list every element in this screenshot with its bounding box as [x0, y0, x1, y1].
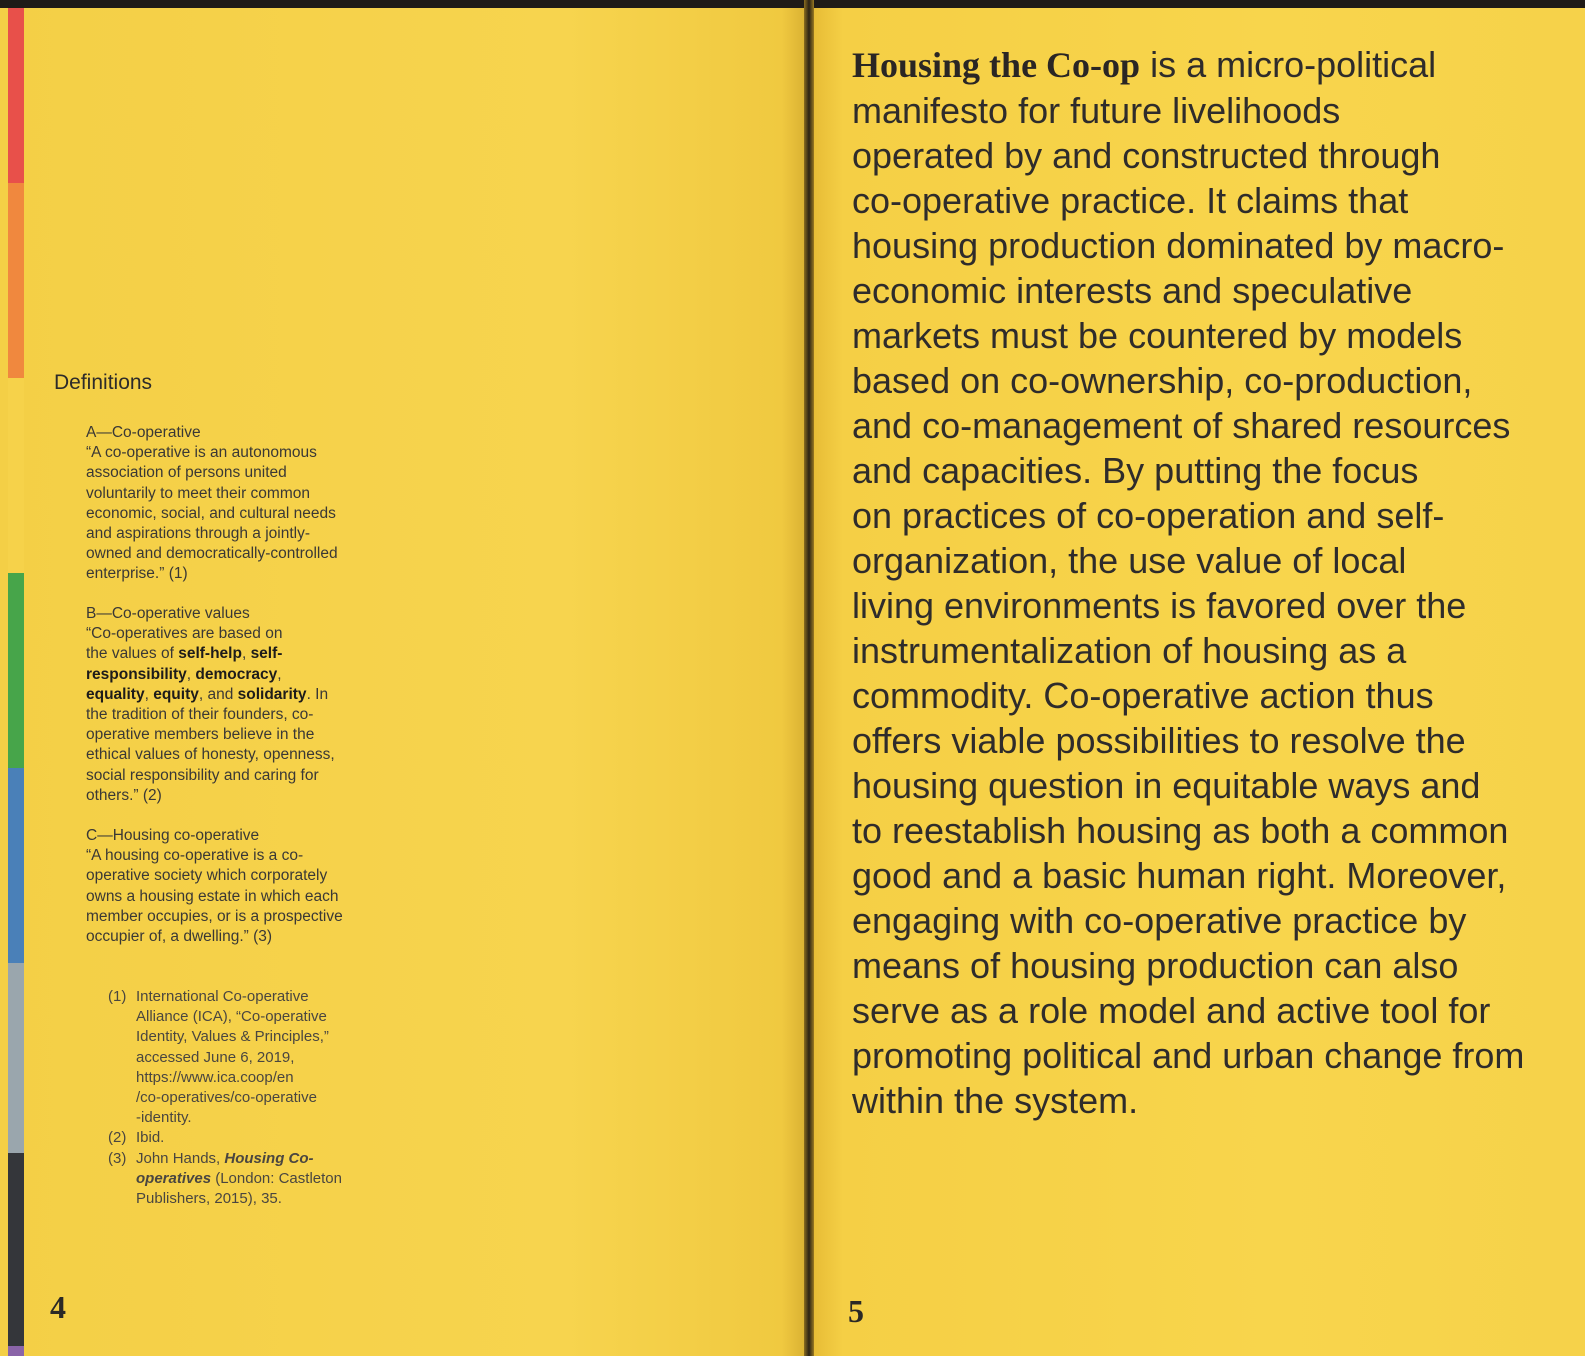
definition-line: others.” (2) [86, 786, 162, 804]
text-run: , [144, 685, 154, 703]
footnote-number: (1) [108, 988, 127, 1005]
definition-line: the tradition of their founders, co- [86, 706, 314, 724]
manifesto-line: instrumentalization of housing as a [852, 630, 1407, 671]
manifesto-line: on practices of co-operation and self- [852, 495, 1445, 536]
definition-line [86, 644, 406, 664]
text-run: John Hands, [136, 1149, 225, 1167]
definition-line: member occupies, or is a prospective [86, 907, 343, 925]
manifesto-line: economic interests and speculative [852, 270, 1413, 311]
footnote-line: /co-operatives/co-operative [136, 1089, 317, 1107]
page-number-left: 4 [50, 1289, 66, 1325]
definition-c [86, 826, 406, 947]
definition-line [86, 665, 406, 685]
footnote-2 [108, 1128, 398, 1148]
definition-line: owns a housing estate in which each [86, 887, 339, 905]
manifesto-line: based on co-ownership, co-production, [852, 360, 1473, 401]
manifesto-line: co-operative practice. It claims that [852, 180, 1409, 221]
manifesto-line: organization, the use value of local [852, 540, 1407, 581]
text-run: . In [306, 685, 329, 703]
manifesto-title: Housing the Co-op [852, 45, 1141, 85]
value-term: equity [153, 685, 199, 703]
manifesto-line: good and a basic human right. Moreover, [852, 855, 1507, 896]
footnote-1 [108, 987, 398, 1128]
footnote-line: -identity. [136, 1109, 192, 1127]
rainbow-edge-stripe [8, 8, 24, 1356]
footnote-number: (2) [108, 1129, 127, 1147]
footnote-line: https://www.ica.coop/en [136, 1068, 294, 1086]
book-title: Housing Co- [224, 1149, 314, 1167]
definition-line: A—Co-operative [86, 424, 201, 441]
footnote-line [136, 1169, 398, 1189]
footnote-text: Ibid. [136, 1129, 165, 1147]
manifesto-line: means of housing production can also [852, 945, 1459, 986]
footnote-line [136, 1149, 398, 1169]
manifesto-line: housing production dominated by macro- [852, 225, 1505, 266]
footnote-text [136, 1149, 398, 1210]
value-term: self-help [178, 645, 242, 663]
manifesto-line: commodity. Co-operative action thus [852, 675, 1434, 716]
manifesto-line: housing question in equitable ways and [852, 765, 1481, 806]
definition-line: occupier of, a dwelling.” (3) [86, 928, 273, 946]
definition-line: social responsibility and caring for [86, 766, 319, 784]
book-title: operatives [136, 1169, 212, 1187]
stripe-grey [8, 963, 24, 1153]
manifesto-line: offers viable possibilities to resolve the [852, 720, 1466, 761]
stripe-red [8, 8, 24, 183]
stripe-purple [8, 1346, 24, 1356]
value-term: equality [86, 685, 145, 703]
footnote-line: Alliance (ICA), “Co-operative [136, 1008, 327, 1026]
manifesto-line [852, 42, 1572, 88]
definition-line: “A co-operative is an autonomous [86, 444, 317, 462]
definition-b [86, 604, 406, 806]
definition-line: C—Housing co-operative [86, 827, 260, 844]
manifesto-line: markets must be countered by models [852, 315, 1463, 356]
footnote-line: Identity, Values & Principles,” [136, 1028, 329, 1046]
value-term: responsibility [86, 665, 187, 683]
manifesto-line: engaging with co-operative practice by [852, 900, 1467, 941]
definition-line: “A housing co-operative is a co- [86, 847, 304, 865]
text-run: , [186, 665, 196, 683]
definition-line: B—Co-operative values [86, 605, 250, 622]
footnote-line: International Co-operative [136, 988, 309, 1005]
definition-line: association of persons united [86, 464, 287, 482]
definition-line: owned and democratically-controlled [86, 545, 338, 563]
definition-a [86, 423, 406, 585]
text-run: , [241, 645, 251, 663]
stripe-yellow [8, 378, 24, 573]
stripe-dark [8, 1153, 24, 1346]
definition-line: ethical values of honesty, openness, [86, 746, 335, 764]
text-run: the values of [86, 645, 179, 663]
definition-line [86, 685, 406, 705]
footnote-number: (3) [108, 1149, 127, 1167]
manifesto-line: operated by and constructed through [852, 135, 1441, 176]
definition-line: enterprise.” (1) [86, 565, 188, 583]
definition-line: operative society which corporately [86, 867, 328, 885]
definition-line: voluntarily to meet their common [86, 484, 310, 502]
value-term: democracy [195, 665, 278, 683]
text-run: , [277, 665, 282, 683]
page-number-right: 5 [848, 1293, 864, 1329]
stripe-blue [8, 768, 24, 963]
text-run: is a micro-political [1140, 44, 1437, 85]
footnote-line: accessed June 6, 2019, [136, 1048, 295, 1066]
definition-line: operative members believe in the [86, 726, 315, 744]
manifesto-line: within the system. [852, 1080, 1139, 1121]
definitions-heading: Definitions [54, 371, 153, 394]
footnote-3 [108, 1149, 398, 1210]
manifesto-line: manifesto for future livelihoods [852, 90, 1341, 131]
value-term: self- [250, 645, 283, 663]
text-run: , and [198, 685, 238, 703]
footnote-line: Publishers, 2015), 35. [136, 1190, 282, 1208]
manifesto-line: serve as a role model and active tool for [852, 990, 1491, 1031]
book-gutter [804, 0, 814, 1356]
value-term: solidarity [237, 685, 307, 703]
footnote-text [136, 987, 398, 1128]
manifesto-line: and co-management of shared resources [852, 405, 1511, 446]
definition-line: and aspirations through a jointly- [86, 525, 311, 543]
manifesto-line: and capacities. By putting the focus [852, 450, 1419, 491]
manifesto-line: to reestablish housing as both a common [852, 810, 1509, 851]
text-run: (London: Castleton [211, 1169, 342, 1187]
manifesto-line: promoting political and urban change from [852, 1035, 1525, 1076]
definition-line: “Co-operatives are based on [86, 625, 283, 643]
definition-line: economic, social, and cultural needs [86, 504, 336, 522]
manifesto-text [852, 42, 1572, 1123]
stripe-green [8, 573, 24, 768]
manifesto-line: living environments is favored over the [852, 585, 1467, 626]
stripe-orange [8, 183, 24, 378]
footnotes [108, 987, 398, 1209]
